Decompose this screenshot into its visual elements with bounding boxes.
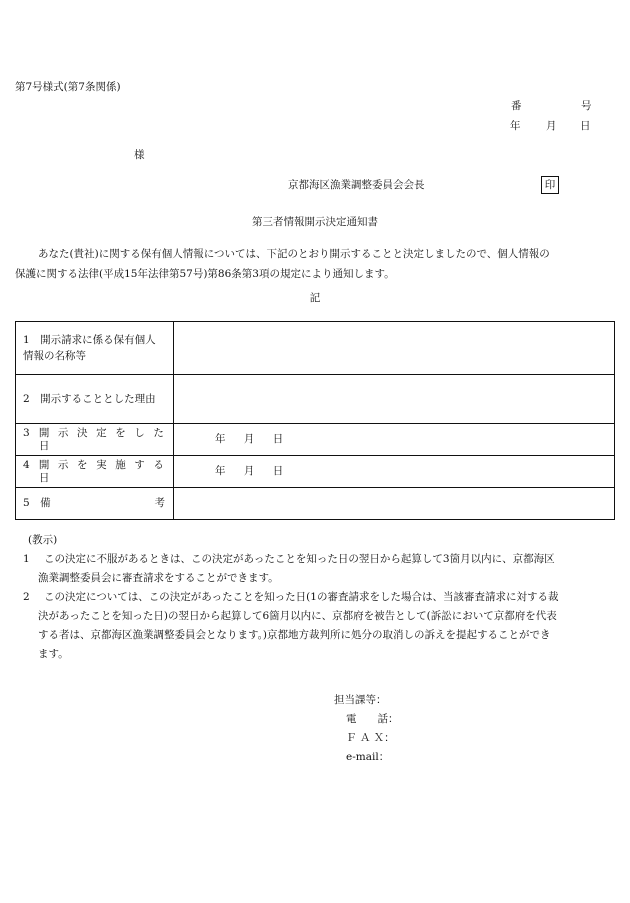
table-row — [16, 488, 615, 520]
notice-item-2-line2: 決があったことを知った日)の翌日から起算して6箇月以内に、京都府を被告として(訴訟において京都府を代表 — [38, 610, 557, 622]
table-row — [16, 424, 615, 456]
notice-item-2-num: 2 — [23, 591, 30, 603]
row-5-value — [174, 488, 615, 520]
contact-fax: Ｆ Ａ Ｘ： — [346, 732, 395, 744]
row-2-label — [16, 375, 174, 424]
disclosure-table — [15, 321, 615, 520]
row-3-day: 日 — [272, 433, 284, 446]
addressee-suffix: 様 — [134, 149, 145, 161]
row-3-label — [16, 424, 174, 456]
row-1-label — [16, 322, 174, 375]
row-4-day: 日 — [272, 465, 284, 478]
row-4-month: 月 — [243, 465, 255, 478]
contact-email: e-mail： — [346, 751, 390, 763]
row-2-label-text: 2 開示することとした理由 — [23, 393, 156, 405]
notice-item-2-line1: この決定については、この決定があったことを知った日(1の審査請求をした場合は、当該審査請求に対する裁 — [44, 591, 559, 603]
notice-item-2-line3: する者は、京都海区漁業調整委員会となります。)京都地方裁判所に処分の取消しの訴えを提起することができ — [38, 629, 551, 641]
document-title: 第三者情報開示決定通知書 — [252, 216, 378, 228]
number-label-go: 号 — [581, 100, 592, 112]
notice-item-1-num: 1 — [23, 553, 30, 565]
row-1-label-line2: 情報の名称等 — [23, 350, 86, 362]
row-3-month: 月 — [243, 433, 255, 446]
number-label-ban: 番 — [511, 100, 522, 112]
row-4-num: 4 — [23, 458, 30, 471]
row-3-num: 3 — [23, 426, 30, 439]
form-number: 第7号様式(第7条関係) — [15, 81, 121, 93]
row-1-value — [174, 322, 615, 375]
date-year-label: 年 — [510, 120, 521, 132]
body-line-2: 保護に関する法律(平成15年法律第57号)第86条第3項の規定により通知します。 — [15, 268, 395, 280]
contact-dept: 担当課等： — [334, 694, 387, 706]
row-3-value — [174, 424, 615, 456]
row-4-value — [174, 456, 615, 488]
notice-item-2-line4: ます。 — [38, 648, 69, 660]
row-4-label-text: 開示を実施する日 — [38, 458, 173, 484]
row-5-label-left: 5 備 — [23, 497, 51, 510]
row-1-label-line1: 1 開示請求に係る保有個人 — [23, 334, 156, 346]
notice-header: (教示) — [28, 534, 58, 546]
notice-item-1-line2: 漁業調整委員会に審査請求をすることができます。 — [38, 572, 279, 584]
table-row — [16, 322, 615, 375]
body-paragraph — [15, 244, 618, 284]
row-3-year: 年 — [215, 433, 226, 446]
ki-heading: 記 — [309, 292, 321, 304]
row-4-year: 年 — [215, 465, 226, 478]
notice-section — [23, 531, 618, 664]
date-month-label: 月 — [546, 120, 557, 132]
notice-item-2 — [23, 588, 618, 664]
seal-mark: 印 — [541, 176, 559, 194]
contact-phone: 電 話： — [346, 713, 399, 725]
table-row — [16, 375, 615, 424]
row-3-label-text: 開示決定をした日 — [38, 426, 173, 452]
body-line-1: あなた(貴社)に関する保有個人情報については、下記のとおり開示することと決定しましたので、個人情報の — [38, 248, 550, 260]
table-row — [16, 456, 615, 488]
notice-item-1 — [23, 550, 618, 588]
notice-item-1-line1: この決定に不服があるときは、この決定があったことを知った日の翌日から起算して3箇月以内に、京都海区 — [44, 553, 555, 565]
sender-name: 京都海区漁業調整委員会会長 — [288, 179, 425, 191]
row-2-value — [174, 375, 615, 424]
row-5-label — [16, 488, 174, 520]
contact-block — [334, 691, 399, 767]
row-5-label-right: 考 — [154, 497, 165, 510]
row-4-label — [16, 456, 174, 488]
date-day-label: 日 — [580, 120, 591, 132]
